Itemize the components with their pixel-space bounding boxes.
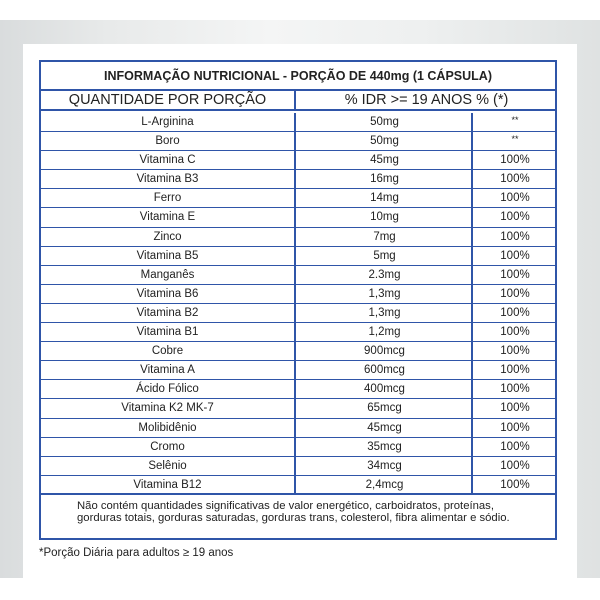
nutrient-name: Cromo [41, 438, 296, 456]
nutrient-idr: 100% [500, 440, 530, 453]
nutrient-name: Boro [41, 132, 296, 150]
disclaimer-note: Não contém quantidades significativas de valor energético, carboidratos, proteínas, gorduras totais, gorduras saturadas, gorduras trans, colesterol, fibra alimentar e sódio. [77, 500, 510, 524]
table-row [41, 247, 555, 266]
nutrient-name: Vitamina K2 MK-7 [41, 399, 296, 417]
table-row [41, 132, 555, 151]
table-title: INFORMAÇÃO NUTRICIONAL - PORÇÃO DE 440mg (1 CÁPSULA) [41, 62, 555, 91]
nutrient-idr: 100% [500, 268, 530, 281]
nutrient-amount: 1,2mg [298, 323, 473, 341]
nutrient-idr: 100% [500, 326, 530, 339]
nutrient-amount: 5mg [298, 247, 473, 265]
nutrient-idr: ** [511, 134, 519, 145]
nutrient-amount: 34mcg [298, 457, 473, 475]
table-row [41, 342, 555, 361]
nutrient-name: L-Arginina [41, 113, 296, 131]
nutrient-name: Cobre [41, 342, 296, 360]
table-row [41, 361, 555, 380]
nutrient-idr: 100% [500, 364, 530, 377]
nutrient-name: Vitamina E [41, 208, 296, 226]
nutrient-amount: 50mg [298, 113, 473, 131]
table-row [41, 438, 555, 457]
nutrient-name: Manganês [41, 266, 296, 284]
nutrient-idr: 100% [500, 154, 530, 167]
nutrient-name: Zinco [41, 228, 296, 246]
table-row [41, 170, 555, 189]
nutrient-amount: 2,4mcg [298, 476, 473, 493]
nutrient-amount: 10mg [298, 208, 473, 226]
table-header-row [41, 91, 555, 111]
nutrient-name: Ferro [41, 189, 296, 207]
table-row [41, 457, 555, 476]
table-row [41, 476, 555, 495]
nutrient-idr: 100% [500, 421, 530, 434]
nutrient-idr: 100% [500, 306, 530, 319]
nutrient-amount: 14mg [298, 189, 473, 207]
table-row [41, 285, 555, 304]
nutrient-amount: 2.3mg [298, 266, 473, 284]
nutrient-name: Selênio [41, 457, 296, 475]
table-row [41, 189, 555, 208]
table-row [41, 208, 555, 227]
header-quantity: QUANTIDADE POR PORÇÃO [41, 91, 296, 109]
nutrient-name: Vitamina B6 [41, 285, 296, 303]
nutrient-amount: 16mg [298, 170, 473, 188]
nutrient-rows [41, 113, 555, 495]
nutrient-idr: 100% [500, 287, 530, 300]
table-row [41, 304, 555, 323]
table-row [41, 113, 555, 132]
nutrient-idr: 100% [500, 192, 530, 205]
nutrient-idr: 100% [500, 211, 530, 224]
table-row [41, 380, 555, 399]
nutrient-amount: 45mcg [298, 419, 473, 437]
nutrient-amount: 1,3mg [298, 304, 473, 322]
nutrient-name: Molibidênio [41, 419, 296, 437]
nutrient-name: Vitamina B5 [41, 247, 296, 265]
nutrient-idr: 100% [500, 230, 530, 243]
nutrient-name: Vitamina B1 [41, 323, 296, 341]
nutrient-name: Vitamina B12 [41, 476, 296, 493]
nutrient-amount: 65mcg [298, 399, 473, 417]
nutrient-name: Ácido Fólico [41, 380, 296, 398]
footnote: *Porção Diária para adultos ≥ 19 anos [39, 547, 234, 559]
nutrient-idr: 100% [500, 173, 530, 186]
nutrient-amount: 400mcg [298, 380, 473, 398]
nutrient-idr: 100% [500, 345, 530, 358]
table-row [41, 419, 555, 438]
nutrient-idr: 100% [500, 402, 530, 415]
nutrient-amount: 45mg [298, 151, 473, 169]
table-row [41, 399, 555, 418]
nutrient-amount: 35mcg [298, 438, 473, 456]
nutrient-amount: 600mcg [298, 361, 473, 379]
table-row [41, 266, 555, 285]
nutrition-label-card [23, 44, 577, 578]
nutrient-name: Vitamina A [41, 361, 296, 379]
nutrient-name: Vitamina B2 [41, 304, 296, 322]
table-row [41, 228, 555, 247]
nutrient-idr: ** [511, 115, 519, 125]
table-row [41, 151, 555, 170]
nutrient-idr: 100% [500, 383, 530, 396]
nutrient-idr: 100% [500, 459, 530, 472]
nutrient-idr: 100% [500, 478, 530, 491]
nutrient-name: Vitamina B3 [41, 170, 296, 188]
table-row [41, 323, 555, 342]
nutrient-amount: 900mcg [298, 342, 473, 360]
nutrient-name: Vitamina C [41, 151, 296, 169]
nutrient-amount: 7mg [298, 228, 473, 246]
nutrition-table [39, 60, 557, 540]
header-idr: % IDR >= 19 ANOS % (*) [344, 92, 509, 108]
nutrient-idr: 100% [500, 249, 530, 262]
nutrient-amount: 1,3mg [298, 285, 473, 303]
nutrient-amount: 50mg [298, 132, 473, 150]
